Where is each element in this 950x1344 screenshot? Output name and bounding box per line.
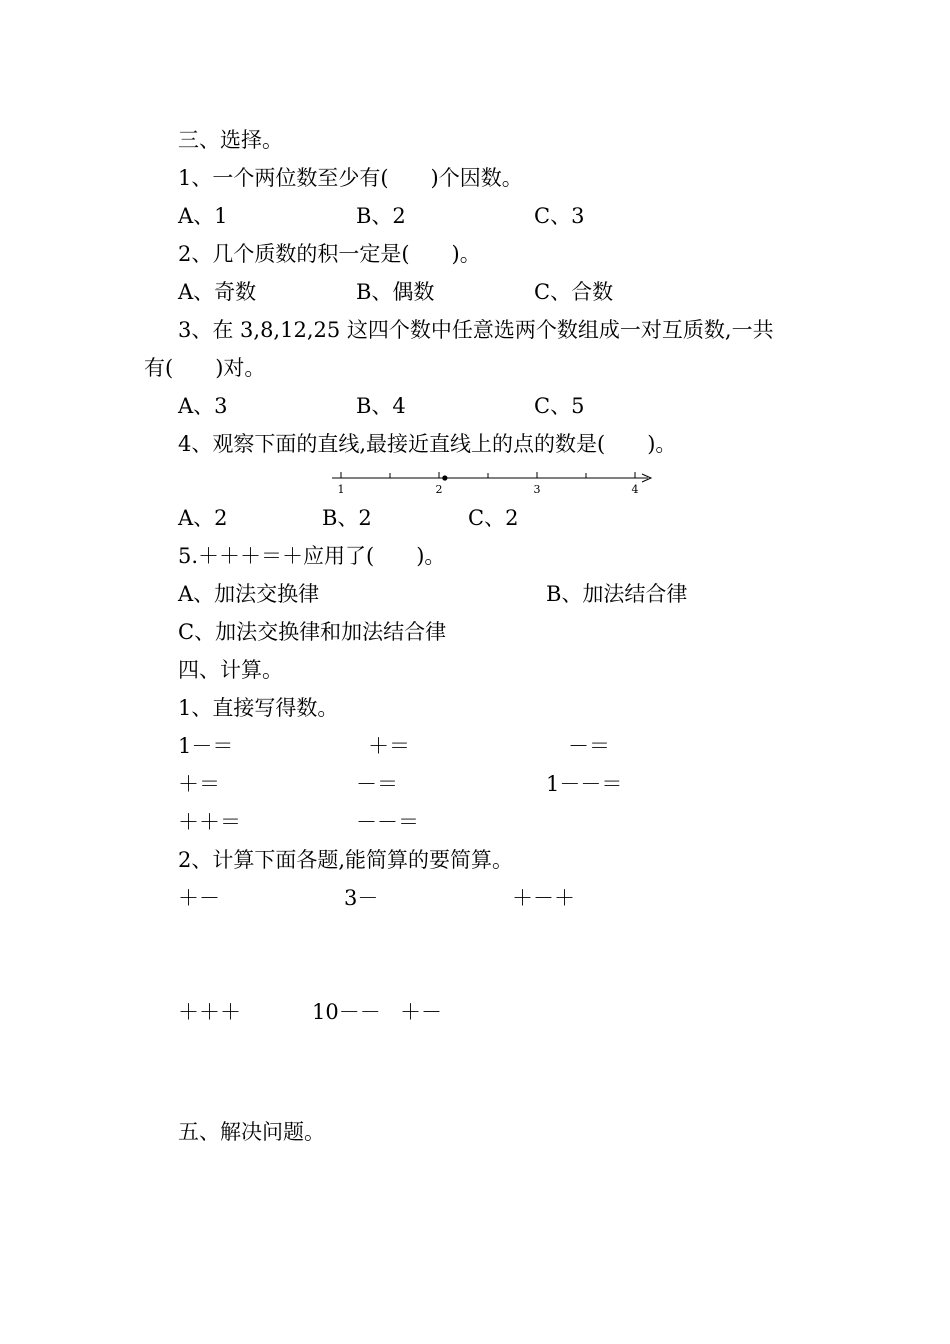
calc-item: －－＝ [356, 810, 419, 834]
calc-item: 1－＝ [178, 734, 234, 758]
q5-option-a: A、加法交换律 [178, 582, 320, 606]
question-3-line-1: 3、在 3,8,12,25 这四个数中任意选两个数组成一对互质数,一共 [178, 318, 774, 342]
q3-option-a: A、3 [178, 394, 228, 418]
calc-expression: ＋－＋ [512, 886, 575, 910]
q2-option-a: A、奇数 [178, 280, 257, 304]
tick-label: 3 [533, 483, 541, 496]
q3-option-b: B、4 [356, 394, 406, 418]
question-3-line-2: 有( )对。 [144, 356, 266, 380]
section-3-heading: 三、选择。 [178, 128, 283, 152]
calc-expression: 10－－ [312, 1000, 381, 1024]
q1-option-b: B、2 [356, 204, 406, 228]
part-1-title: 1、直接写得数。 [178, 696, 339, 720]
calc-item: ＋＝ [178, 772, 220, 796]
q4-option-b: B、2 [322, 506, 372, 530]
calc-expression: ＋－ [178, 886, 220, 910]
calc-item: －＝ [568, 734, 610, 758]
q2-option-c: C、合数 [534, 280, 614, 304]
question-2: 2、几个质数的积一定是( )。 [178, 242, 481, 266]
q4-option-c: C、2 [468, 506, 519, 530]
calc-item: ＋＋＝ [178, 810, 241, 834]
q5-option-c: C、加法交换律和加法结合律 [178, 620, 447, 644]
calc-expression: 3－ [344, 886, 379, 910]
tick-label: 1 [337, 483, 345, 496]
tick-label: 4 [631, 483, 639, 496]
part-2-title: 2、计算下面各题,能简算的要简算。 [178, 848, 514, 872]
number-line [330, 466, 656, 498]
calc-expression: ＋－ [400, 1000, 442, 1024]
tick-label: 2 [435, 483, 443, 496]
calc-item: ＋＝ [368, 734, 410, 758]
question-1: 1、一个两位数至少有( )个因数。 [178, 166, 523, 190]
q4-option-a: A、2 [178, 506, 228, 530]
section-5-heading: 五、解决问题。 [178, 1120, 325, 1144]
calc-expression: ＋＋＋ [178, 1000, 241, 1024]
section-4-heading: 四、计算。 [178, 658, 283, 682]
question-5: 5.＋＋＋＝＋应用了( )。 [178, 544, 446, 568]
q5-option-b: B、加法结合律 [546, 582, 688, 606]
q3-option-c: C、5 [534, 394, 585, 418]
calc-item: 1－－＝ [546, 772, 623, 796]
q2-option-b: B、偶数 [356, 280, 435, 304]
number-line-point [442, 475, 447, 480]
question-4: 4、观察下面的直线,最接近直线上的点的数是( )。 [178, 432, 677, 456]
calc-item: －＝ [356, 772, 398, 796]
q1-option-c: C、3 [534, 204, 585, 228]
q1-option-a: A、1 [178, 204, 228, 228]
